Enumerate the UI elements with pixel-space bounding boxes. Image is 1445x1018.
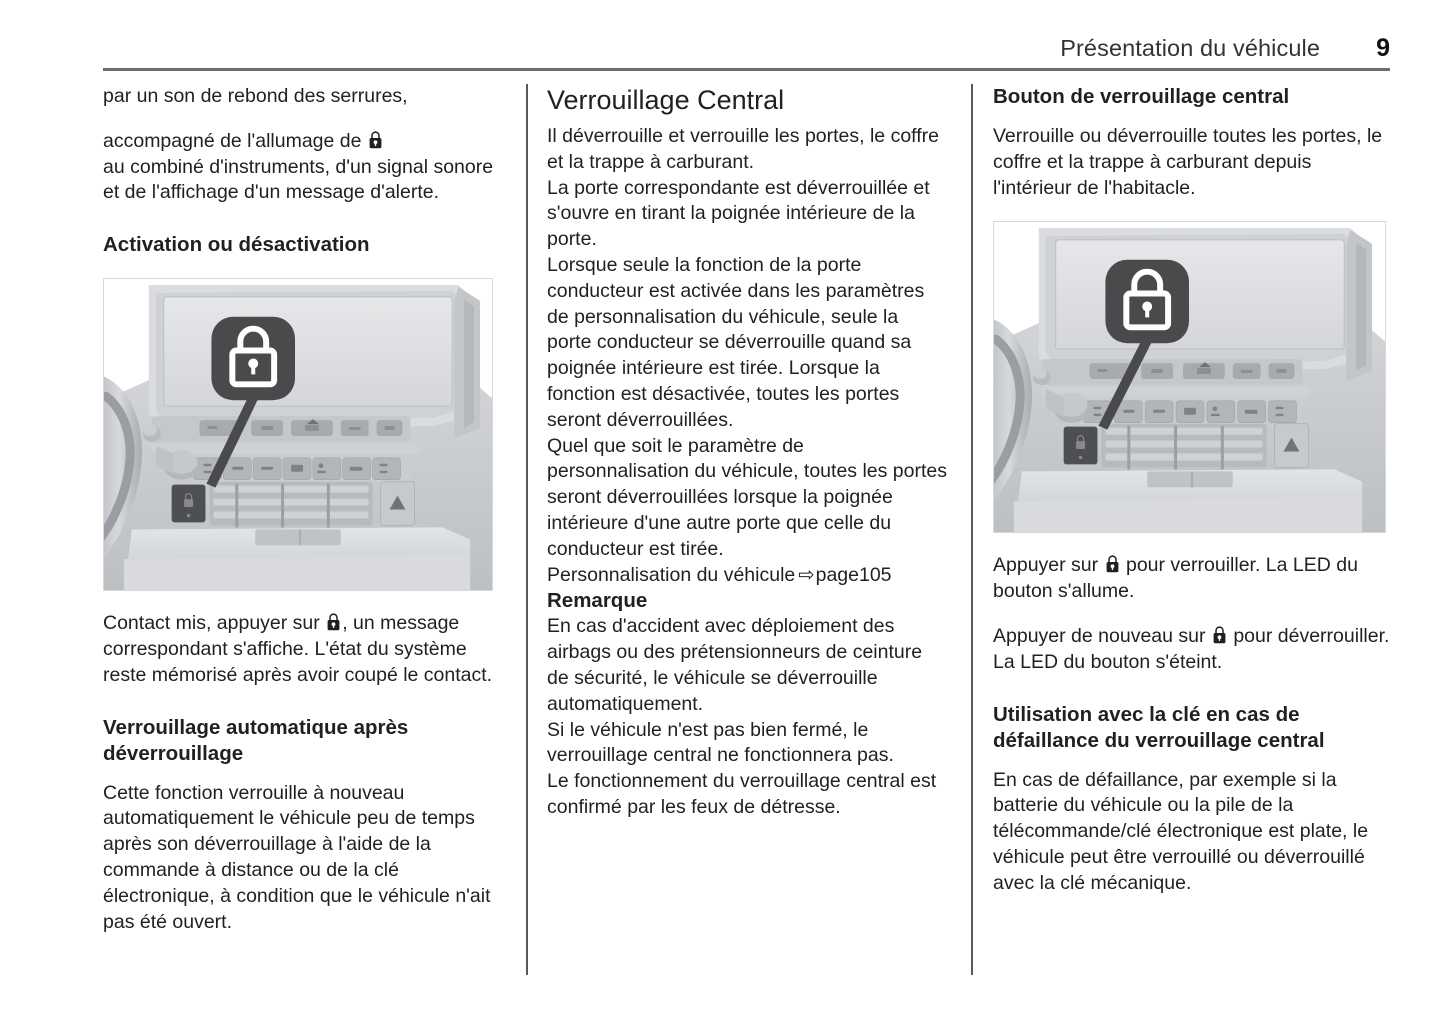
spacer [103,591,503,611]
paragraph-illumination-tail: au combiné d'instruments, d'un signal sonore et de l'affichage d'un message d'alerte. [103,155,494,204]
paragraph-locks-unlocks-all: Verrouille ou déverrouille toutes les portes, le coffre et la trappe à carburant depuis l'intérieur de l'habitacle. [993,125,1383,199]
heading-key-fallback: Utilisation avec la clé en cas de défaillance du verrouillage central [993,702,1325,752]
spacer [993,676,1393,702]
chapter-title-central-locking: Verrouillage Central [547,85,785,115]
figure-dashboard-right [993,221,1386,533]
spacer [993,605,1393,624]
spacer [103,258,503,278]
spacer [103,689,503,715]
spacer [103,110,503,129]
caption-press-lock-tail: pour verrouiller. La LED du bouton s'allume. [993,554,1358,603]
caption-contact-mis [103,611,503,688]
column-divider-right [971,84,973,975]
figure-dashboard-left [103,278,493,591]
header-rule [103,68,1390,71]
heading-auto-relock: Verrouillage automatique après déverrouillage [103,715,409,765]
lock-icon [326,612,341,631]
caption-press-to-lock [993,553,1393,605]
column-middle [547,84,947,821]
cross-reference-personalisation[interactable] [547,563,947,589]
spacer [993,754,1393,768]
paragraph-sound-rebound: par un son de rebond des serrures, [103,85,408,107]
paragraph-driver-door-function: Lorsque seule la fonction de la porte conducteur est activée dans les paramètres de personnalisation du véhicule, seule la porte conducteur se déverrouille quand sa poignée intérieure est tirée. Lorsque la fonction est désactivée, toutes les portes seront déverrouillées. [547,253,925,431]
note-paragraph-airbag: En cas d'accident avec déploiement des airbags ou des prétensionneurs de ceinture de sécurité, le véhicule se déverrouille automatiquement. [547,615,923,715]
caption-contact-lead: Contact mis, appuyer sur [103,612,326,635]
paragraph-illumination-lead: accompagné de l'allumage de [103,129,367,152]
paragraph-any-setting: Quel que soit le paramètre de personnalisation du véhicule, toutes les portes seront déverrouillées lorsque la poignée intérieure d'une autre porte que celle du conducteur est tirée. [547,434,947,560]
spacer [103,767,503,781]
page-title: Présentation du véhicule [1060,35,1320,61]
heading-activation: Activation ou désactivation [103,233,370,257]
paragraph-unlocks-doors: Il déverrouille et verrouille les portes, le coffre et la trappe à carburant. [547,125,939,173]
paragraph-auto-relock: Cette fonction verrouille à nouveau automatiquement le véhicule peu de temps après son déverrouillage à l'aide de la commande à distance ou de la clé électronique, à condition que le véhicule n'ait pas été ouvert. [103,781,491,933]
lock-icon [1212,625,1227,644]
spacer [993,533,1393,553]
column-left [103,84,503,935]
paragraph-door-opens: La porte correspondante est déverrouillée et s'ouvre en tirant la poignée intérieure de la porte. [547,176,930,251]
caption-press-lock-lead: Appuyer sur [993,554,1104,577]
spacer [993,110,1393,124]
lock-icon [368,130,383,149]
lock-icon [1105,554,1120,573]
caption-press-unlock-lead: Appuyer de nouveau sur [993,624,1211,647]
note-paragraph-hazard-lights: Le fonctionnement du verrouillage central est confirmé par les feux de détresse. [547,770,937,818]
caption-contact-tail: , un message correspondant s'affiche. L'état du système reste mémorisé après avoir coupé le contact. [103,612,493,686]
paragraph-illumination [103,129,503,206]
header-row [103,34,1390,68]
page-number: 9 [1376,34,1390,62]
cross-reference-label: Personnalisation du véhicule [547,563,796,586]
spacer [547,116,947,124]
column-divider-left [526,84,528,975]
note-paragraph-not-closed: Si le véhicule n'est pas bien fermé, le verrouillage central ne fonctionnera pas. [547,718,894,767]
cross-reference-target: page105 [815,563,892,586]
spacer [993,201,1393,221]
column-right [993,84,1393,897]
heading-central-locking-button: Bouton de verrouillage central [993,85,1290,108]
paragraph-key-fallback: En cas de défaillance, par exemple si la batterie du véhicule ou la pile de la télécommande/clé électronique est plate, le véhicule peut être verrouillé ou déverrouillé avec la clé mécanique. [993,768,1369,894]
caption-press-again-unlock [993,624,1393,676]
page-header [103,34,1390,74]
page-ref-arrow-icon: ⇨ [798,563,815,586]
caption-press-unlock-tail: pour déverrouiller. La LED du bouton s'éteint. [993,624,1390,673]
spacer [103,206,503,232]
note-label: Remarque [547,589,648,613]
